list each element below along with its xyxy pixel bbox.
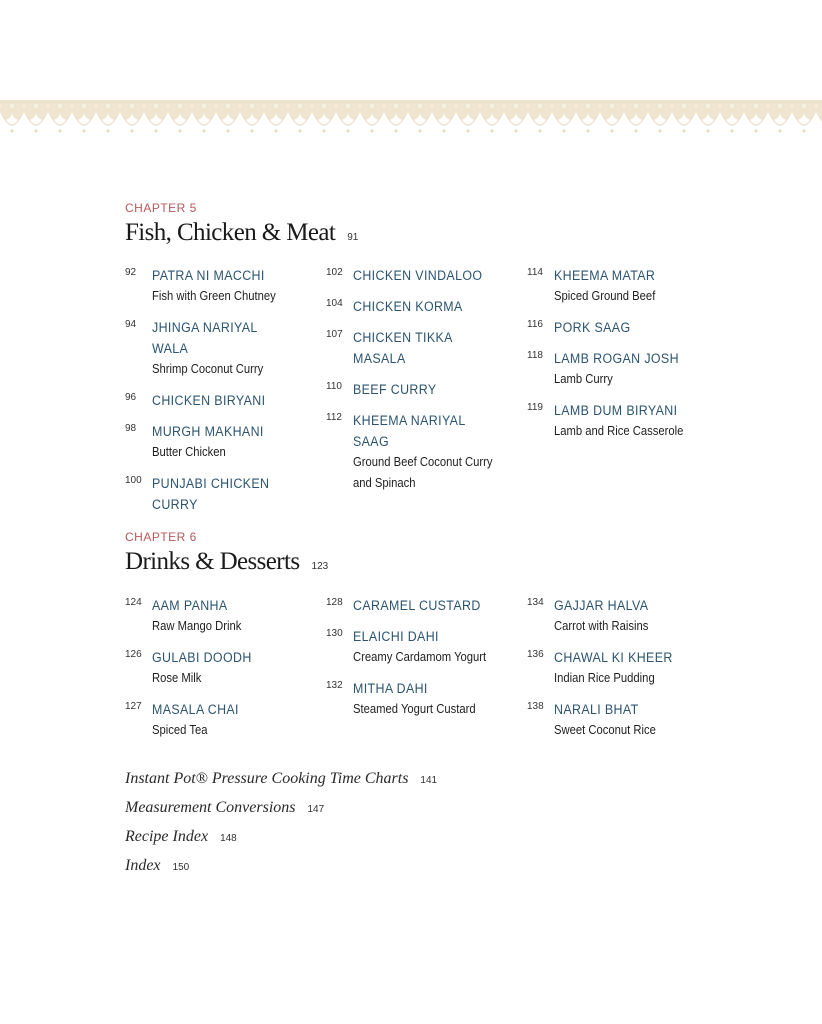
recipe-subtitle: Lamb Curry	[554, 372, 613, 386]
recipe-entry[interactable]	[326, 678, 516, 720]
recipe-subtitle: Spiced Ground Beef	[554, 289, 656, 303]
chapter-heading	[125, 219, 765, 247]
recipe-page-number: 98	[125, 423, 137, 434]
recipe-name: GAJJAR HALVA	[554, 598, 649, 613]
recipe-page-number: 112	[326, 412, 342, 423]
recipe-subtitle: Indian Rice Pudding	[554, 671, 655, 685]
chapter-page-number: 123	[311, 561, 329, 572]
recipe-entry[interactable]	[326, 327, 516, 369]
back-matter-title: Index	[125, 857, 161, 874]
recipe-entry[interactable]	[326, 595, 516, 616]
recipe-page-number: 130	[326, 628, 343, 639]
back-matter-title: Instant Pot® Pressure Cooking Time Charts	[125, 770, 409, 787]
recipe-entry[interactable]	[527, 400, 717, 442]
recipe-name: MURGH MAKHANI	[152, 424, 264, 439]
toc-column	[125, 265, 295, 525]
recipe-page-number: 118	[527, 350, 543, 361]
recipe-page-number: 110	[326, 381, 342, 392]
recipe-page-number: 138	[527, 701, 544, 712]
recipe-name: PORK SAAG	[554, 320, 631, 335]
toc-column	[527, 265, 717, 452]
recipe-page-number: 116	[527, 319, 543, 330]
decorative-border	[0, 100, 822, 138]
recipe-subtitle: Lamb and Rice Casserole	[554, 424, 684, 438]
recipe-name: PUNJABI CHICKEN CURRY	[152, 476, 270, 512]
chapter-label: CHAPTER 6	[125, 530, 197, 544]
recipe-page-number: 92	[125, 267, 137, 278]
recipe-entry[interactable]	[326, 626, 516, 668]
recipe-subtitle: Spiced Tea	[152, 723, 208, 737]
recipe-entry[interactable]	[527, 317, 717, 338]
recipe-page-number: 127	[125, 701, 142, 712]
recipe-page-number: 94	[125, 319, 137, 330]
recipe-entry[interactable]	[326, 410, 516, 494]
toc-column	[125, 595, 295, 751]
recipe-subtitle: Carrot with Raisins	[554, 619, 649, 633]
back-matter-page: 141	[420, 775, 438, 786]
recipe-subtitle: Sweet Coconut Rice	[554, 723, 656, 737]
chapter-page-number: 91	[347, 232, 359, 243]
recipe-page-number: 114	[527, 267, 543, 278]
recipe-entry[interactable]	[527, 265, 717, 307]
recipe-subtitle: Raw Mango Drink	[152, 619, 242, 633]
recipe-subtitle: Fish with Green Chutney	[152, 289, 276, 303]
recipe-name: CHAWAL KI KHEER	[554, 650, 673, 665]
recipe-entry[interactable]	[326, 265, 516, 286]
recipe-entry[interactable]	[326, 296, 516, 317]
recipe-name: KHEEMA MATAR	[554, 268, 656, 283]
chapter-6	[125, 530, 765, 576]
back-matter-list	[125, 770, 437, 886]
recipe-name: CARAMEL CUSTARD	[353, 598, 481, 613]
recipe-subtitle: Creamy Cardamom Yogurt	[353, 650, 487, 664]
recipe-entry[interactable]	[125, 699, 295, 741]
recipe-entry[interactable]	[125, 595, 295, 637]
recipe-entry[interactable]	[326, 379, 516, 400]
recipe-name: MASALA CHAI	[152, 702, 239, 717]
recipe-name: MITHA DAHI	[353, 681, 428, 696]
recipe-entry[interactable]	[125, 317, 295, 380]
recipe-entry[interactable]	[527, 348, 717, 390]
recipe-page-number: 107	[326, 329, 343, 340]
recipe-name: CHICKEN BIRYANI	[152, 393, 266, 408]
recipe-page-number: 124	[125, 597, 142, 608]
recipe-name: CHICKEN TIKKA MASALA	[353, 330, 453, 366]
recipe-subtitle: Butter Chicken	[152, 445, 226, 459]
recipe-page-number: 104	[326, 298, 343, 309]
recipe-entry[interactable]	[125, 265, 295, 307]
back-matter-item[interactable]	[125, 828, 437, 857]
toc-column	[326, 595, 516, 730]
recipe-name: GULABI DOODH	[152, 650, 252, 665]
recipe-page-number: 132	[326, 680, 343, 691]
recipe-name: NARALI BHAT	[554, 702, 639, 717]
recipe-name: CHICKEN KORMA	[353, 299, 463, 314]
recipe-name: KHEEMA NARIYAL SAAG	[353, 413, 466, 449]
recipe-name: BEEF CURRY	[353, 382, 437, 397]
recipe-subtitle: Ground Beef Coconut Curry and Spinach	[353, 455, 493, 490]
recipe-page-number: 128	[326, 597, 343, 608]
back-matter-item[interactable]	[125, 857, 437, 886]
back-matter-page: 150	[172, 862, 190, 873]
recipe-name: LAMB ROGAN JOSH	[554, 351, 679, 366]
back-matter-item[interactable]	[125, 770, 437, 799]
recipe-page-number: 102	[326, 267, 343, 278]
recipe-subtitle: Rose Milk	[152, 671, 202, 685]
recipe-entry[interactable]	[527, 647, 717, 689]
recipe-entry[interactable]	[125, 647, 295, 689]
recipe-name: JHINGA NARIYAL WALA	[152, 320, 258, 356]
recipe-page-number: 96	[125, 392, 137, 403]
back-matter-page: 148	[220, 833, 237, 844]
recipe-name: CHICKEN VINDALOO	[353, 268, 483, 283]
recipe-name: LAMB DUM BIRYANI	[554, 403, 678, 418]
recipe-name: PATRA NI MACCHI	[152, 268, 265, 283]
toc-column	[527, 595, 717, 751]
recipe-entry[interactable]	[527, 699, 717, 741]
recipe-page-number: 136	[527, 649, 544, 660]
recipe-subtitle: Shrimp Coconut Curry	[152, 362, 264, 376]
chapter-heading	[125, 548, 765, 576]
back-matter-item[interactable]	[125, 799, 437, 828]
back-matter-page: 147	[307, 804, 325, 815]
recipe-name: ELAICHI DAHI	[353, 629, 439, 644]
recipe-page-number: 134	[527, 597, 544, 608]
recipe-page-number: 100	[125, 475, 142, 486]
toc-column	[326, 265, 516, 504]
recipe-entry[interactable]	[125, 473, 295, 515]
recipe-entry[interactable]	[527, 595, 717, 637]
recipe-name: AAM PANHA	[152, 598, 228, 613]
recipe-page-number: 126	[125, 649, 142, 660]
recipe-entry[interactable]	[125, 421, 295, 463]
chapter-title[interactable]: Fish, Chicken & Meat	[125, 219, 336, 246]
chapter-5	[125, 201, 765, 247]
recipe-subtitle: Steamed Yogurt Custard	[353, 702, 476, 716]
back-matter-title: Measurement Conversions	[125, 799, 296, 816]
chapter-title[interactable]: Drinks & Desserts	[125, 548, 300, 575]
recipe-page-number: 119	[527, 402, 543, 413]
chapter-label: CHAPTER 5	[125, 201, 197, 215]
recipe-entry[interactable]	[125, 390, 295, 411]
back-matter-title: Recipe Index	[125, 828, 209, 845]
